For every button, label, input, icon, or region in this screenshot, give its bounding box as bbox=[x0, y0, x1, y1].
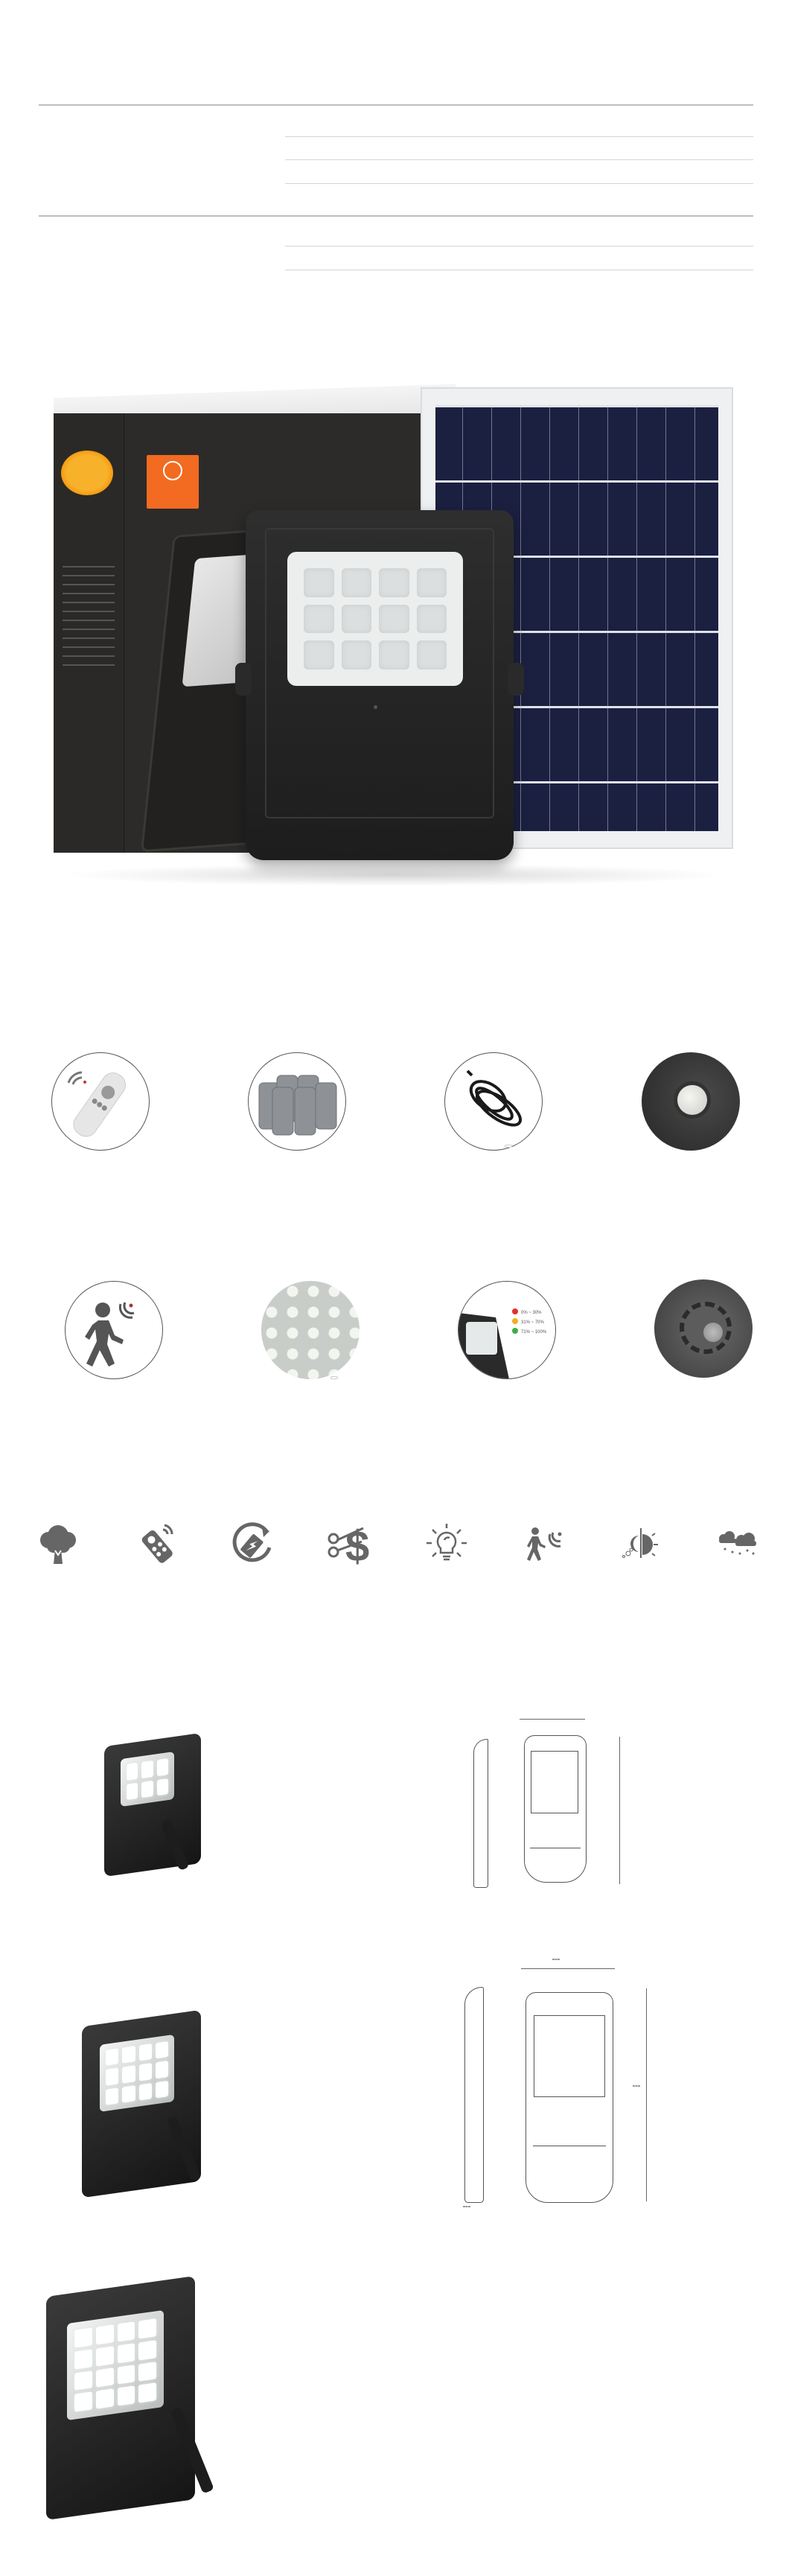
flood-light bbox=[246, 510, 514, 860]
row-divider bbox=[285, 183, 753, 184]
dimension-depth bbox=[463, 2206, 470, 2207]
component-motion-sensor bbox=[15, 1281, 212, 1408]
side-view-drawing bbox=[473, 1739, 488, 1888]
component-switch-button bbox=[592, 1052, 789, 1179]
feature-ip65-waterproof bbox=[689, 1519, 787, 1583]
woven-glass-icon bbox=[261, 1281, 360, 1379]
bracket-cap-icon bbox=[654, 1279, 753, 1378]
motion-sensor-icon bbox=[65, 1281, 163, 1379]
component-lifepo4-battery bbox=[198, 1052, 395, 1179]
component-bracket-cap bbox=[604, 1279, 789, 1406]
rain-icon bbox=[689, 1519, 787, 1568]
motion-icon bbox=[494, 1519, 592, 1568]
feature-motion-sensor-detection bbox=[494, 1519, 592, 1583]
side-view-drawing bbox=[464, 1987, 484, 2203]
component-woven-glass bbox=[211, 1281, 409, 1408]
svg-text:$: $ bbox=[345, 1522, 370, 1568]
feature-environmental-protection bbox=[9, 1519, 107, 1583]
svg-text:0% ~ 30%: 0% ~ 30% bbox=[520, 1311, 542, 1315]
bulb-icon bbox=[397, 1519, 496, 1568]
ai-recognize-tag[interactable] bbox=[330, 1376, 338, 1379]
row-divider bbox=[285, 246, 753, 247]
battery-cycle-icon bbox=[203, 1519, 301, 1568]
indicator-light-icon bbox=[458, 1281, 556, 1379]
dimension-height bbox=[633, 2085, 640, 2087]
remote-control-icon bbox=[51, 1052, 150, 1151]
switch-button-icon bbox=[642, 1052, 740, 1151]
bracket-knob-left bbox=[235, 663, 252, 696]
sun-icon bbox=[163, 461, 182, 480]
group-divider bbox=[39, 215, 753, 217]
product-photo bbox=[45, 350, 744, 901]
feature-high-luminous-efficiency bbox=[397, 1519, 496, 1583]
green-energy-badge bbox=[61, 451, 113, 495]
bracket-knob-right bbox=[508, 663, 524, 696]
flood-light-small-photo bbox=[104, 1733, 201, 1877]
flood-light-medium-photo bbox=[82, 2010, 201, 2198]
lumen-badge bbox=[147, 455, 199, 509]
dusk-dawn-icon bbox=[592, 1519, 690, 1568]
tree-icon bbox=[9, 1519, 107, 1568]
ai-recognize-tag[interactable] bbox=[505, 1145, 512, 1148]
svg-text:31% ~ 70%: 31% ~ 70% bbox=[520, 1320, 544, 1325]
front-view-drawing bbox=[526, 1992, 613, 2203]
feature-dusk-to-dawn bbox=[592, 1519, 690, 1583]
cable-icon bbox=[444, 1052, 543, 1151]
box-side-spec-lines bbox=[63, 559, 115, 673]
remote-icon bbox=[106, 1519, 204, 1568]
led-glass bbox=[287, 552, 463, 686]
feature-electricity-bills-free bbox=[300, 1519, 398, 1583]
component-remote-control bbox=[1, 1052, 199, 1179]
front-view-drawing bbox=[524, 1735, 587, 1883]
feature-remote-setting bbox=[106, 1519, 204, 1583]
component-adapter-cable bbox=[394, 1052, 592, 1179]
feature-2000-cycles-battery bbox=[203, 1519, 301, 1583]
dollar-scissors-icon bbox=[300, 1519, 398, 1568]
header-divider bbox=[39, 104, 753, 106]
dimension-width bbox=[552, 1959, 560, 1960]
flood-light-large-photo bbox=[46, 2276, 195, 2520]
component-indicator-light bbox=[408, 1281, 605, 1408]
row-divider bbox=[285, 136, 753, 137]
svg-text:71% ~ 100%: 71% ~ 100% bbox=[520, 1330, 546, 1335]
battery-cells-icon bbox=[248, 1052, 346, 1151]
sensor-dot bbox=[374, 705, 377, 709]
row-divider bbox=[285, 159, 753, 160]
